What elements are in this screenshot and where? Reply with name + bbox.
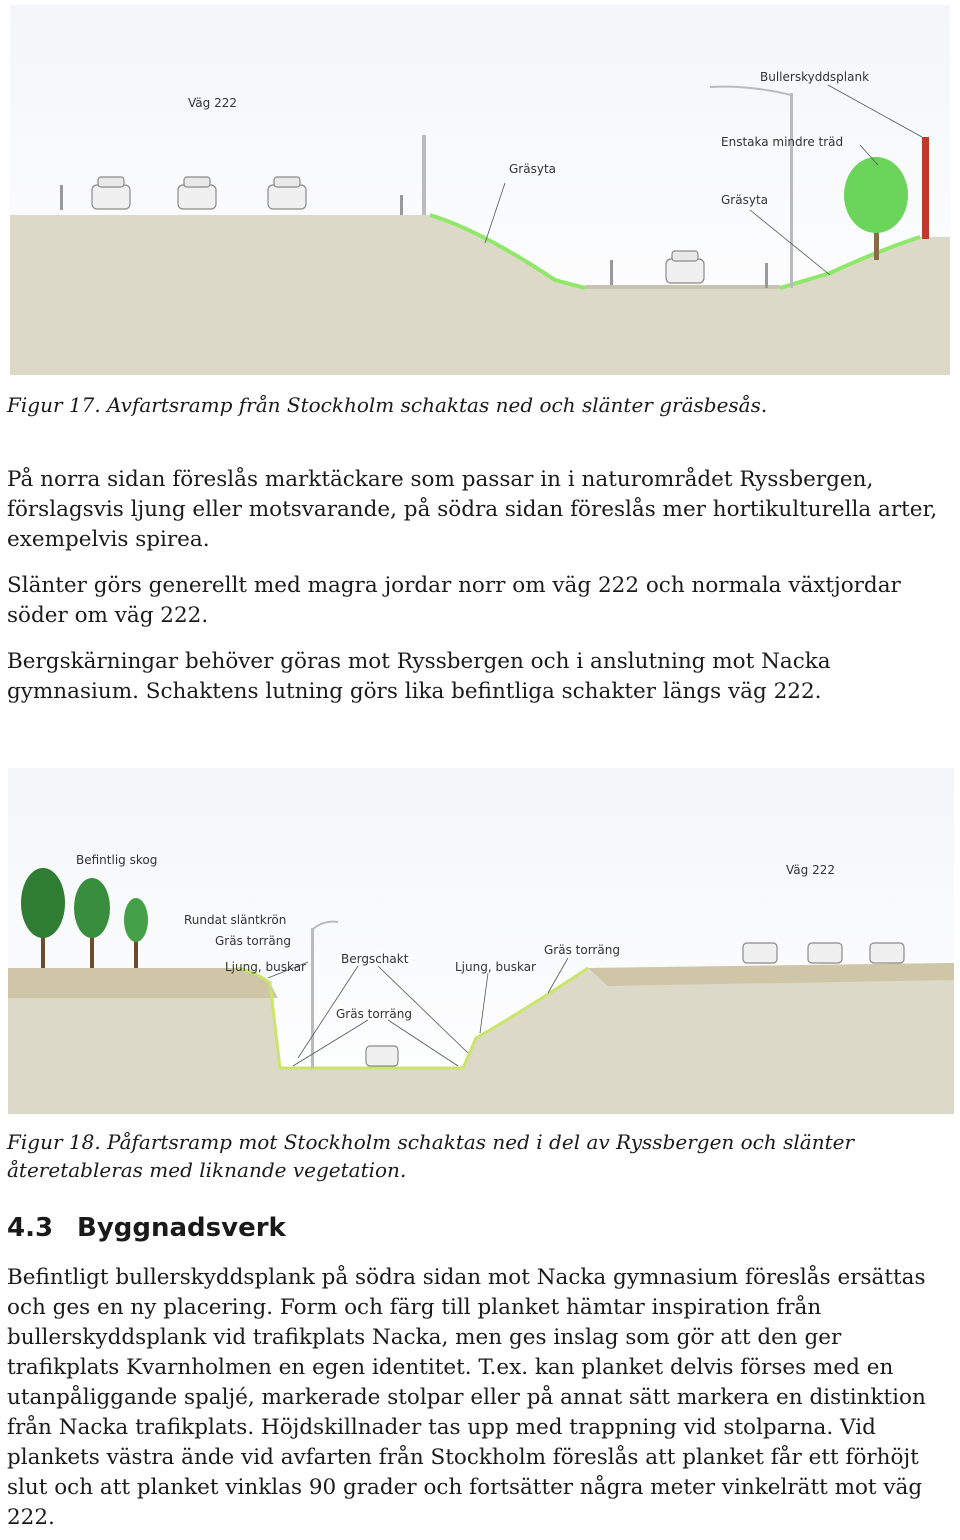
sign-1 <box>60 185 63 210</box>
label-bullerskyddsplank: Bullerskyddsplank <box>760 70 870 84</box>
paragraph-1: På norra sidan föreslås marktäckare som passar in i naturområdet Ryssbergen, förslagsvis ljung eller motsvarande, på södra sidan föreslås mer hortikulturella arter, exempelvis spirea. <box>7 467 938 552</box>
label-bergschakt: Bergschakt <box>341 952 409 966</box>
label-gras-torrang-3: Gräs torräng <box>336 1007 412 1021</box>
tree-crown <box>844 157 908 233</box>
section-heading <box>7 1213 286 1243</box>
car-ramp <box>366 1046 398 1066</box>
label-enstaka-trad: Enstaka mindre träd <box>721 135 844 149</box>
label-vag222: Väg 222 <box>786 863 835 877</box>
label-rundat-slantkron: Rundat släntkrön <box>184 913 287 927</box>
ramp-road <box>585 285 780 289</box>
figure-17-illustration <box>10 5 950 375</box>
label-vag222: Väg 222 <box>188 96 237 110</box>
car-1 <box>92 177 130 209</box>
paragraph-2: Slänter görs generellt med magra jordar norr om väg 222 och normala växtjordar söder om väg 222. <box>7 573 901 628</box>
noise-barrier <box>922 137 929 239</box>
section-body: Befintligt bullerskyddsplank på södra sidan mot Nacka gymnasium föreslås ersättas och ges en ny placering. Form och färg till planket hämtar inspiration från bullerskyddsplank vid trafikplats Nacka, men ges inslag som gör att den ger trafikplats Kvarnholmen en egen identitet. T.ex. kan planket delvis förses med en utanpåliggande spaljé, markerade stolpar eller på annat sätt markera en distinktion från Nacka trafikplats. Höjdskillnader tas upp med trappning vid stolparna. Vid plankets västra ände vid avfarten från Stockholm föreslås att planket får ett förhöjt slut och att planket vinklas 90 grader och fortsätter några meter vinkelrätt mot väg 222. <box>7 1265 926 1530</box>
label-gras-torrang-2: Gräs torräng <box>544 943 620 957</box>
figure-18-caption: Figur 18. Påfartsramp mot Stockholm schaktas ned i del av Ryssbergen och slänter återetableras med liknande vegetation. <box>7 1130 855 1182</box>
sign-4 <box>765 263 768 288</box>
sign-3 <box>610 260 613 285</box>
figure-17-caption: Figur 17. Avfartsramp från Stockholm schaktas ned och slänter gräsbesås. <box>7 393 768 417</box>
label-grasyta-1: Gräsyta <box>509 162 556 176</box>
label-ljung-buskar-1: Ljung, buskar <box>225 960 306 974</box>
car-3 <box>268 177 306 209</box>
paragraph-3: Bergskärningar behöver göras mot Ryssbergen och i anslutning mot Nacka gymnasium. Schaktens lutning görs lika befintliga schakter längs väg 222. <box>7 649 831 704</box>
section-number: 4.3 <box>7 1213 54 1243</box>
car-road-3 <box>870 943 904 963</box>
light-post-1 <box>422 135 426 215</box>
figure-18-illustration <box>8 768 954 1114</box>
car-2 <box>178 177 216 209</box>
sign-2 <box>400 195 403 215</box>
section-title: Byggnadsverk <box>77 1213 286 1243</box>
light-post <box>311 928 314 1068</box>
car-road-1 <box>743 943 777 963</box>
light-post-2 <box>790 93 793 288</box>
car-road-2 <box>808 943 842 963</box>
label-grasyta-2: Gräsyta <box>721 193 768 207</box>
label-ljung-buskar-2: Ljung, buskar <box>455 960 536 974</box>
car-4 <box>666 251 704 283</box>
label-befintlig-skog: Befintlig skog <box>76 853 158 867</box>
label-gras-torrang-1: Gräs torräng <box>215 934 291 948</box>
